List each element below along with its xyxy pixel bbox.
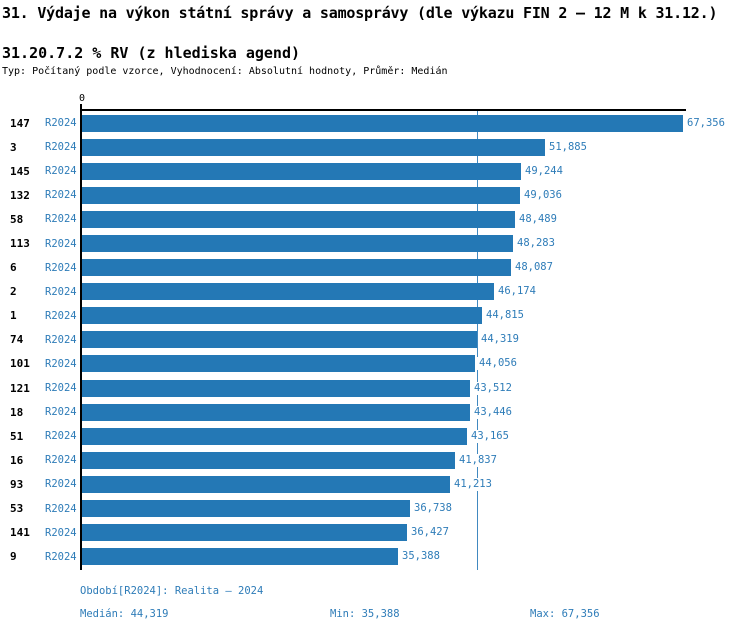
category-label: 141 bbox=[10, 526, 30, 540]
chart-row bbox=[0, 521, 750, 545]
bar[interactable] bbox=[82, 283, 494, 300]
bar-track bbox=[82, 259, 750, 276]
bar-value-label: 41,837 bbox=[459, 453, 497, 466]
page-title: 31. Výdaje na výkon státní správy a samosprávy (dle výkazu FIN 2 – 12 M k 31.12.) bbox=[2, 4, 718, 22]
chart-meta-info: Typ: Počítaný podle vzorce, Vyhodnocení: Absolutní hodnoty, Průměr: Medián bbox=[2, 66, 448, 77]
bar-value-label: 51,885 bbox=[549, 140, 587, 153]
bar[interactable] bbox=[82, 500, 410, 517]
chart-row bbox=[0, 400, 750, 424]
bar-track bbox=[82, 428, 750, 445]
bar-value-label: 43,512 bbox=[474, 381, 512, 394]
category-label: 58 bbox=[10, 212, 24, 226]
bar[interactable] bbox=[82, 548, 398, 565]
chart-row bbox=[0, 545, 750, 569]
bar-value-label: 44,815 bbox=[486, 309, 524, 322]
chart-title: 31.20.7.2 % RV (z hlediska agend) bbox=[2, 44, 301, 62]
series-label: R2024 bbox=[45, 550, 77, 563]
footer-period: Období[R2024]: Realita – 2024 bbox=[80, 585, 264, 597]
bar-value-label: 43,165 bbox=[471, 429, 509, 442]
series-label: R2024 bbox=[45, 502, 77, 515]
category-label: 16 bbox=[10, 453, 24, 467]
category-label: 18 bbox=[10, 405, 24, 419]
bar-track bbox=[82, 115, 750, 132]
bar[interactable] bbox=[82, 211, 515, 228]
chart-row bbox=[0, 448, 750, 472]
bar-track bbox=[82, 187, 750, 204]
category-label: 51 bbox=[10, 429, 24, 443]
chart-row bbox=[0, 183, 750, 207]
category-label: 147 bbox=[10, 116, 30, 130]
footer-max: Max: 67,356 bbox=[530, 608, 600, 620]
bar-value-label: 49,244 bbox=[525, 164, 563, 177]
chart-row bbox=[0, 207, 750, 231]
bar-value-label: 43,446 bbox=[474, 405, 512, 418]
bar-track bbox=[82, 283, 750, 300]
bar-track bbox=[82, 235, 750, 252]
bar-value-label: 46,174 bbox=[498, 285, 536, 298]
chart-row bbox=[0, 231, 750, 255]
series-label: R2024 bbox=[45, 454, 77, 467]
chart-row bbox=[0, 472, 750, 496]
series-label: R2024 bbox=[45, 165, 77, 178]
bar[interactable] bbox=[82, 428, 467, 445]
category-label: 101 bbox=[10, 357, 30, 371]
bar-track bbox=[82, 355, 750, 372]
bar[interactable] bbox=[82, 307, 482, 324]
bar[interactable] bbox=[82, 235, 513, 252]
bar-track bbox=[82, 548, 750, 565]
bar-track bbox=[82, 500, 750, 517]
bar-value-label: 35,388 bbox=[402, 550, 440, 563]
category-label: 132 bbox=[10, 188, 30, 202]
bar-track bbox=[82, 331, 750, 348]
footer-median: Medián: 44,319 bbox=[80, 608, 169, 620]
series-label: R2024 bbox=[45, 430, 77, 443]
bar-value-label: 36,738 bbox=[414, 502, 452, 514]
series-label: R2024 bbox=[45, 117, 77, 130]
bar-track bbox=[82, 380, 750, 397]
bar-chart-plot-area bbox=[0, 111, 750, 569]
bar-track bbox=[82, 307, 750, 324]
category-label: 53 bbox=[10, 502, 24, 516]
category-label: 9 bbox=[10, 550, 17, 564]
bar[interactable] bbox=[82, 355, 475, 372]
x-axis-zero-tick-label: 0 bbox=[78, 93, 86, 104]
category-label: 113 bbox=[10, 237, 30, 251]
bar[interactable] bbox=[82, 139, 545, 156]
bar-track bbox=[82, 211, 750, 228]
chart-row bbox=[0, 328, 750, 352]
bar-track bbox=[82, 163, 750, 180]
series-label: R2024 bbox=[45, 382, 77, 395]
chart-row bbox=[0, 424, 750, 448]
bar[interactable] bbox=[82, 187, 520, 204]
bar[interactable] bbox=[82, 452, 455, 469]
bar-track bbox=[82, 139, 750, 156]
chart-row bbox=[0, 352, 750, 376]
bar-value-label: 49,036 bbox=[524, 188, 562, 201]
category-label: 2 bbox=[10, 285, 17, 299]
series-label: R2024 bbox=[45, 309, 77, 322]
category-label: 3 bbox=[10, 140, 17, 154]
bar[interactable] bbox=[82, 524, 407, 541]
series-label: R2024 bbox=[45, 285, 77, 298]
chart-row bbox=[0, 159, 750, 183]
bar[interactable] bbox=[82, 380, 470, 397]
chart-row bbox=[0, 497, 750, 521]
series-label: R2024 bbox=[45, 237, 77, 250]
series-label: R2024 bbox=[45, 333, 77, 346]
series-label: R2024 bbox=[45, 478, 77, 491]
bar-track bbox=[82, 524, 750, 541]
bar[interactable] bbox=[82, 404, 470, 421]
category-label: 121 bbox=[10, 381, 30, 395]
chart-row bbox=[0, 135, 750, 159]
bar[interactable] bbox=[82, 331, 477, 348]
bar-value-label: 48,087 bbox=[515, 261, 553, 274]
series-label: R2024 bbox=[45, 141, 77, 154]
chart-row bbox=[0, 280, 750, 304]
bar[interactable] bbox=[82, 259, 511, 276]
bar[interactable] bbox=[82, 476, 450, 493]
bar-value-label: 44,056 bbox=[479, 357, 517, 370]
series-label: R2024 bbox=[45, 189, 77, 202]
footer-min: Min: 35,388 bbox=[330, 608, 400, 620]
bar-value-label: 41,213 bbox=[454, 477, 492, 490]
bar-value-label: 48,283 bbox=[517, 236, 555, 249]
bar[interactable] bbox=[82, 115, 683, 132]
bar-track bbox=[82, 452, 750, 469]
series-label: R2024 bbox=[45, 526, 77, 539]
bar[interactable] bbox=[82, 163, 521, 180]
series-label: R2024 bbox=[45, 357, 77, 370]
chart-row bbox=[0, 376, 750, 400]
bar-value-label: 44,319 bbox=[481, 333, 519, 346]
category-label: 74 bbox=[10, 333, 24, 347]
series-label: R2024 bbox=[45, 213, 77, 226]
category-label: 145 bbox=[10, 164, 30, 178]
category-label: 93 bbox=[10, 477, 24, 491]
chart-row bbox=[0, 256, 750, 280]
chart-row bbox=[0, 111, 750, 135]
category-label: 6 bbox=[10, 261, 17, 275]
series-label: R2024 bbox=[45, 406, 77, 419]
category-label: 1 bbox=[10, 309, 17, 323]
bar-track bbox=[82, 476, 750, 493]
chart-row bbox=[0, 304, 750, 328]
series-label: R2024 bbox=[45, 261, 77, 274]
bar-value-label: 48,489 bbox=[519, 212, 557, 225]
bar-value-label: 36,427 bbox=[411, 526, 449, 539]
bar-value-label: 67,356 bbox=[687, 116, 725, 129]
bar-track bbox=[82, 404, 750, 421]
